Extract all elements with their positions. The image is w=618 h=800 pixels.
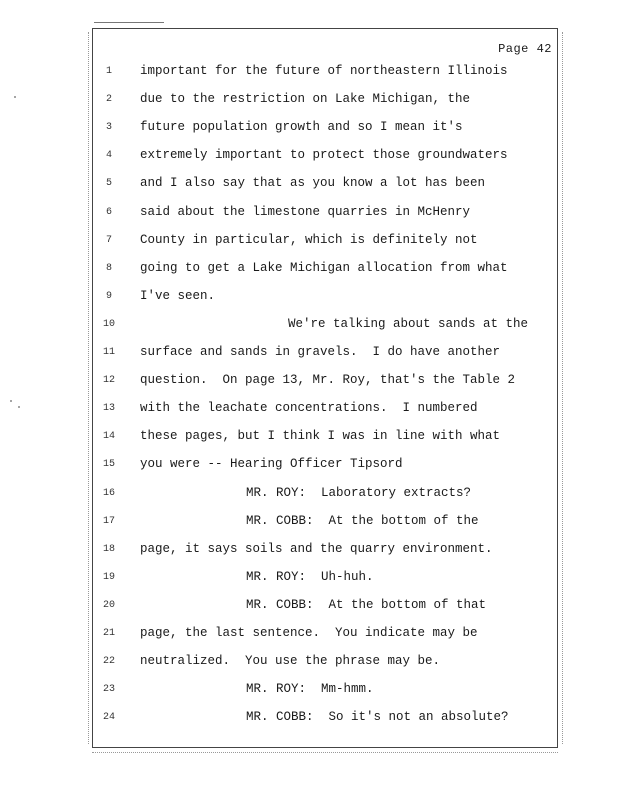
line-text: surface and sands in gravels. I do have another [140, 345, 501, 359]
line-number: 4 [105, 150, 112, 162]
line-text: you were -- Hearing Officer Tipsord [140, 457, 403, 472]
page-number: Page 42 [498, 42, 552, 56]
line-text: MR. COBB: At the bottom of the [246, 513, 479, 528]
header-rule [94, 22, 164, 24]
line-number: 23 [102, 684, 115, 696]
line-text: page, it says soils and the quarry environment. [140, 541, 493, 556]
transcript-line [100, 486, 556, 506]
line-number: 16 [102, 487, 115, 499]
transcript-line [100, 261, 556, 281]
line-text: MR. COBB: At the bottom of that [246, 597, 487, 612]
transcript-line [100, 120, 556, 140]
line-number: 24 [102, 712, 115, 724]
transcript-line [100, 570, 556, 590]
transcript-line [100, 457, 556, 477]
line-number: 18 [102, 543, 115, 555]
transcript-line [100, 373, 556, 393]
line-number: 14 [102, 431, 115, 443]
line-number: 17 [102, 515, 115, 527]
line-text: important for the future of northeastern Illinois [140, 64, 508, 78]
line-number: 1 [105, 66, 112, 77]
line-text: going to get a Lake Michigan allocation from what [140, 260, 508, 275]
line-text: future population growth and so I mean it's [140, 120, 463, 135]
transcript-line [100, 64, 556, 84]
line-text: extremely important to protect those groundwaters [140, 148, 508, 163]
line-text: MR. COBB: So it's not an absolute? [246, 710, 509, 725]
line-text: County in particular, which is definitely not [140, 232, 478, 247]
line-text: these pages, but I think I was in line with what [140, 429, 501, 444]
line-number: 13 [102, 403, 115, 415]
transcript-line [100, 317, 556, 337]
line-number: 15 [102, 459, 115, 471]
transcript-line [100, 205, 556, 225]
transcript-line [100, 345, 556, 365]
line-text: page, the last sentence. You indicate may be [140, 626, 478, 640]
line-text: I've seen. [140, 288, 216, 303]
transcript-line [100, 654, 556, 674]
line-text: due to the restriction on Lake Michigan, the [140, 92, 471, 107]
transcript-line [100, 233, 556, 253]
line-text: with the leachate concentrations. I numbered [140, 401, 478, 416]
line-number: 10 [102, 318, 115, 330]
line-number: 2 [105, 94, 112, 106]
line-text: We're talking about sands at the [288, 316, 529, 331]
left-margin-rule [88, 32, 90, 744]
line-number: 21 [102, 628, 115, 639]
line-number: 22 [102, 656, 115, 668]
transcript-line [100, 176, 556, 196]
transcript-line [100, 682, 556, 702]
line-text: neutralized. You use the phrase may be. [140, 654, 441, 669]
transcript-line [100, 514, 556, 534]
line-number: 11 [102, 347, 115, 358]
bottom-margin-rule [92, 752, 558, 754]
transcript-line [100, 92, 556, 112]
line-number: 8 [105, 262, 112, 274]
right-margin-rule [562, 32, 564, 744]
scan-speck [18, 406, 20, 408]
line-number: 12 [102, 375, 115, 387]
transcript-line [100, 710, 556, 730]
line-text: MR. ROY: Mm-hmm. [246, 682, 374, 697]
transcript-line [100, 429, 556, 449]
transcript-line [100, 289, 556, 309]
line-number: 19 [102, 571, 115, 583]
line-text: MR. ROY: Uh-huh. [246, 569, 374, 584]
line-number: 6 [105, 206, 112, 218]
scan-speck [14, 96, 16, 98]
line-number: 20 [102, 599, 115, 611]
line-number: 9 [105, 290, 112, 302]
line-text: and I also say that as you know a lot has been [140, 176, 486, 191]
transcript-line [100, 401, 556, 421]
transcript-line [100, 148, 556, 168]
line-number: 7 [105, 234, 112, 246]
scan-speck [10, 400, 12, 402]
transcript-line [100, 542, 556, 562]
transcript-line [100, 626, 556, 646]
line-number: 5 [105, 178, 112, 190]
transcript-line [100, 598, 556, 618]
line-text: question. On page 13, Mr. Roy, that's the Table 2 [140, 373, 516, 388]
line-text: said about the limestone quarries in McHenry [140, 204, 471, 219]
line-text: MR. ROY: Laboratory extracts? [246, 485, 472, 500]
line-number: 3 [105, 122, 112, 134]
